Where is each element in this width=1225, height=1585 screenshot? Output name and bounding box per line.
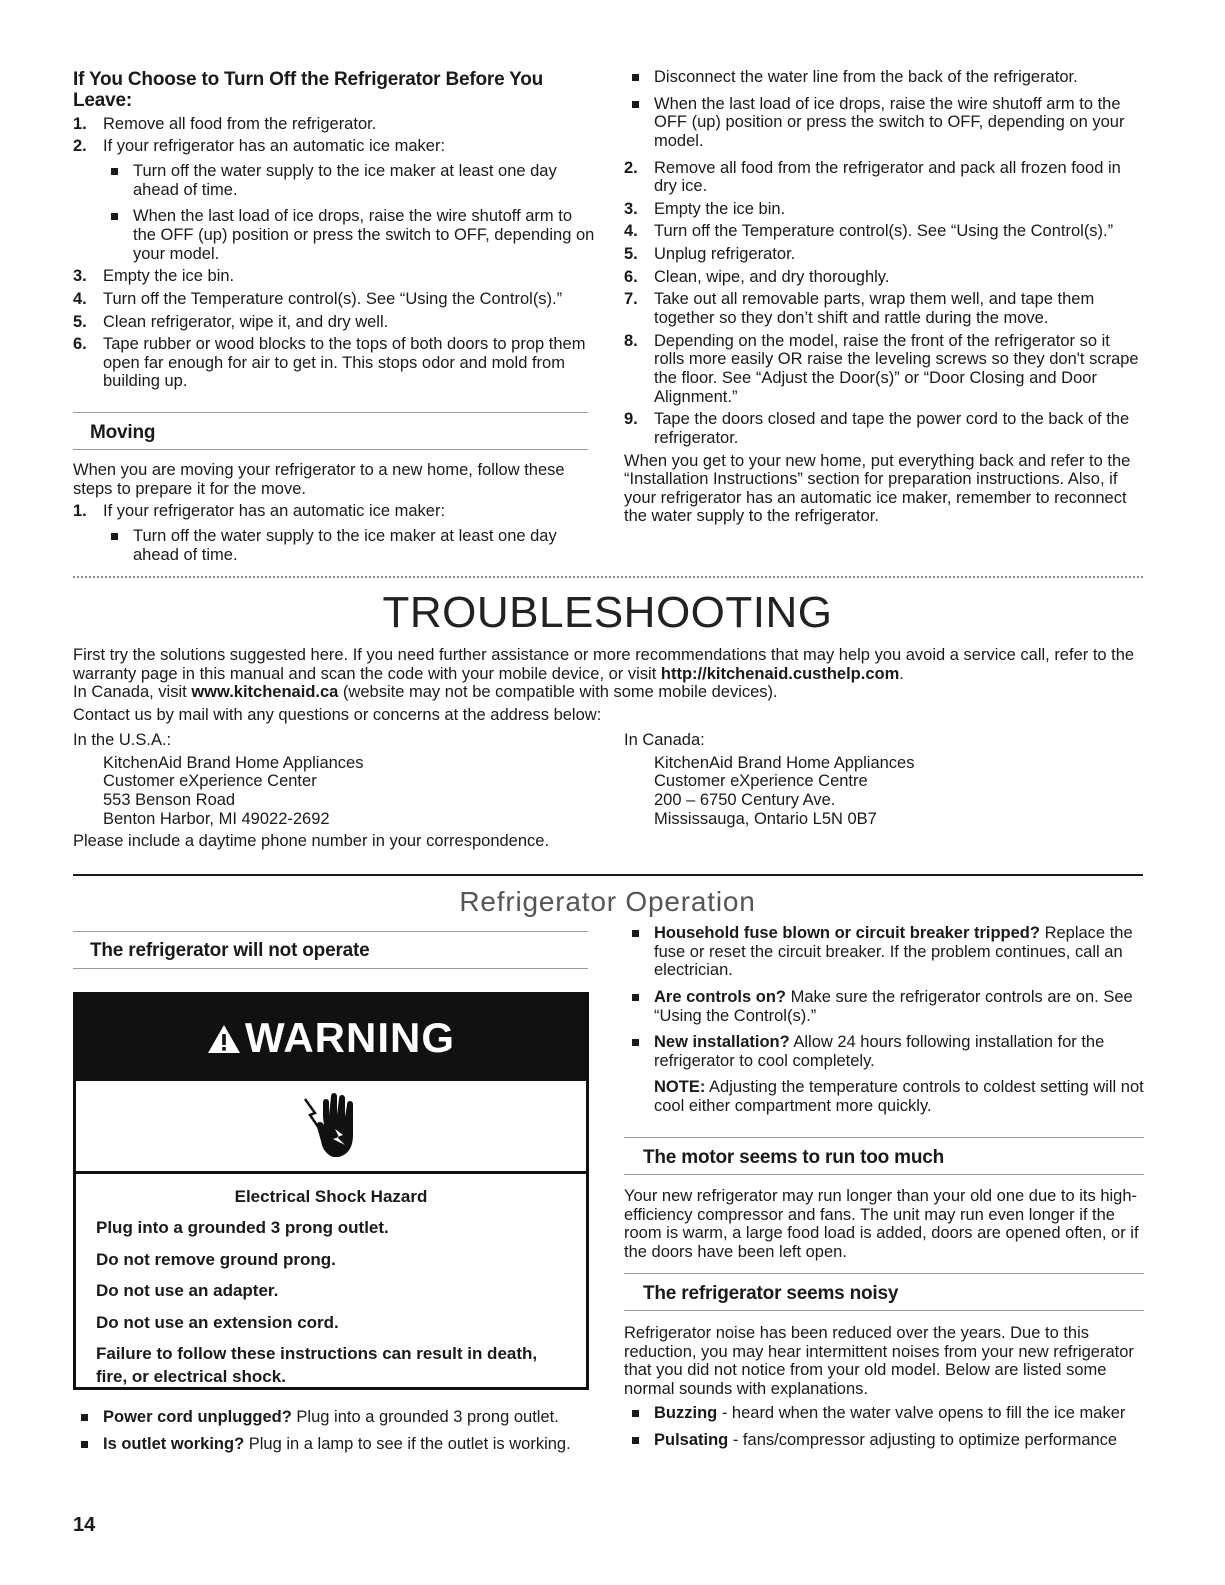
electrical-shock-icon [301, 1091, 361, 1161]
kitchenaid-canada-link[interactable]: www.kitchenaid.ca [191, 683, 339, 702]
list-item: 6. Tape rubber or wood blocks to the tops of both doors to prop them open far enough for air to get in. This stops odor and mold from building up. [73, 335, 586, 391]
divider [624, 1137, 1144, 1138]
list-item: 5. Unplug refrigerator. [624, 245, 796, 264]
bullet-item: When the last load of ice drops, raise the wire shutoff arm to the OFF (up) position or press the switch to OFF, depending on your model. [624, 95, 1144, 151]
moving-outro: When you get to your new home, put everything back and refer to the “Installation Instructions” section for preparation instructions. Also, if your refrigerator has an automatic ice maker, remember to reconnect the water supply to the refrigerator. [624, 451, 1131, 526]
list-item: 1. If your refrigerator has an automatic ice maker: Turn off the water supply to the ice maker at least one day ahead of time. [73, 502, 593, 564]
bullet-item: Pulsating - fans/compressor adjusting to optimize performance [624, 1431, 1144, 1450]
page-number: 14 [73, 1514, 96, 1536]
list-item: 9. Tape the doors closed and tape the power cord to the back of the refrigerator. [624, 410, 1130, 447]
bullet-item: New installation? Allow 24 hours following installation for the refrigerator to cool completely. [624, 1033, 1144, 1070]
not-operate-left-bullets [73, 1408, 598, 1457]
noisy-heading: The refrigerator seems noisy [643, 1283, 899, 1304]
bullet-item: Household fuse blown or circuit breaker tripped? Replace the fuse or reset the circuit breaker. If the problem continues, call an electrician. [624, 924, 1144, 980]
divider [624, 1174, 1144, 1175]
list-item: 4. Turn off the Temperature control(s). See “Using the Control(s).” [624, 222, 1114, 241]
not-operate-right-bullets [624, 924, 1144, 1116]
bullet-item: Is outlet working? Plug in a lamp to see if the outlet is working. [73, 1435, 598, 1454]
canada-address: In Canada: KitchenAid Brand Home Appliances Customer eXperience Centre 200 – 6750 Century Ave. Mississauga, Ontario L5N 0B7 [624, 731, 915, 828]
list-item: 3. Empty the ice bin. [624, 199, 786, 218]
divider [73, 449, 588, 450]
divider [624, 1310, 1144, 1311]
list-item: 4. Turn off the Temperature control(s). See “Using the Control(s).” [73, 289, 563, 308]
list-item: 8. Depending on the model, raise the front of the refrigerator so it rolls more easily OR raise the leveling screws so they don't scrape the floor. See “Adjust the Door(s)” or “Door Closing and Door Alignment.” [624, 331, 1139, 406]
bullet-item: Turn off the water supply to the ice maker at least one day ahead of time. [103, 162, 598, 199]
usa-address: In the U.S.A.: KitchenAid Brand Home Appliances Customer eXperience Center 553 Benson Road Benton Harbor, MI 49022-2692 Please include a daytime phone number in your correspondence. [73, 731, 593, 851]
list-item: 2. If your refrigerator has an automatic ice maker: Turn off the water supply to the ice maker at least one day ahead of time. When the last load of ice drops, raise the wire shutoff arm to the OFF (up) position or press the switch to OFF, depending on your model. [73, 137, 598, 263]
troubleshooting-intro: First try the solutions suggested here. If you need further assistance or more recommendations that may help you avoid a service call, refer to the warranty page in this manual and scan the code with your mobile device, or visit http://kitchenaid.custhelp.com. In Canada, visit www.kitchenaid.ca (website may not be compatible with some mobile devices). Contact us by mail with any questions or concerns at the address below: [73, 646, 1135, 724]
moving-left [73, 461, 593, 568]
left-top-section [73, 70, 598, 395]
turn-off-steps [73, 115, 598, 391]
divider [73, 576, 1143, 578]
divider [624, 1273, 1144, 1274]
list-item: 1. Remove all food from the refrigerator. [73, 114, 377, 133]
moving-right [624, 68, 1144, 526]
motor-heading: The motor seems to run too much [643, 1147, 944, 1168]
bullet-item: Buzzing - heard when the water valve opens to fill the ice maker [624, 1404, 1144, 1423]
list-item: 5. Clean refrigerator, wipe it, and dry well. [73, 312, 389, 331]
bullet-item: Are controls on? Make sure the refrigerator controls are on. See “Using the Control(s).” [624, 988, 1144, 1025]
hazard-title: Electrical Shock Hazard [234, 1187, 428, 1206]
warning-banner: WARNING [76, 995, 586, 1081]
moving-intro: When you are moving your refrigerator to a new home, follow these steps to prepare it for the move. [73, 461, 565, 498]
list-item: 2. Remove all food from the refrigerator and pack all frozen food in dry ice. [624, 158, 1121, 196]
section-heading-turn-off: If You Choose to Turn Off the Refrigerator Before You Leave: [73, 69, 544, 111]
divider [73, 968, 588, 969]
troubleshooting-title: TROUBLESHOOTING [382, 588, 833, 637]
bullet-item: Disconnect the water line from the back of the refrigerator. [624, 68, 1144, 87]
shock-hazard-icon-area [76, 1081, 586, 1174]
bullet-item: Power cord unplugged? Plug into a grounded 3 prong outlet. [73, 1408, 598, 1427]
warning-triangle-icon [207, 998, 241, 1084]
noisy-text: Refrigerator noise has been reduced over the years. Due to this reduction, you may hear intermittent noises from your new refrigerator that you did not notice from your old model. Below are listed some normal sounds with explanations. [624, 1324, 1134, 1398]
not-operate-heading: The refrigerator will not operate [90, 940, 370, 961]
bullet-item: When the last load of ice drops, raise the wire shutoff arm to the OFF (up) position or press the switch to OFF, depending on your model. [103, 207, 598, 263]
phone-note: Please include a daytime phone number in your correspondence. [73, 832, 550, 851]
motor-text: Your new refrigerator may run longer than your old one due to its high-efficiency compressor and fans. The unit may run even longer if the room is warm, a large food load is added, doors are opened often, or if the doors have been left open. [624, 1187, 1139, 1261]
custhelp-link[interactable]: http://kitchenaid.custhelp.com [660, 664, 900, 683]
sounds-list [624, 1404, 1144, 1453]
list-item: 7. Take out all removable parts, wrap them well, and tape them together so they don’t shift and rattle during the move. [624, 290, 1095, 328]
divider [73, 931, 588, 932]
list-item: 6. Clean, wipe, and dry thoroughly. [624, 267, 890, 286]
operation-title: Refrigerator Operation [459, 886, 756, 917]
bullet-item: Turn off the water supply to the ice maker at least one day ahead of time. [103, 527, 593, 564]
note: NOTE: Adjusting the temperature controls to coldest setting will not cool either compartment more quickly. [654, 1078, 1144, 1116]
divider [73, 412, 588, 413]
moving-heading: Moving [90, 422, 156, 443]
divider [73, 874, 1143, 876]
warning-box: WARNING Electrical Shock Hazard Plug into a grounded 3 prong outlet. Do not remove ground prong. Do not use an adapter. Do not use an extension cord. Failure to follow these instructions can result in death, fire, or electrical shock. [73, 992, 589, 1390]
list-item: 3. Empty the ice bin. [73, 267, 235, 286]
